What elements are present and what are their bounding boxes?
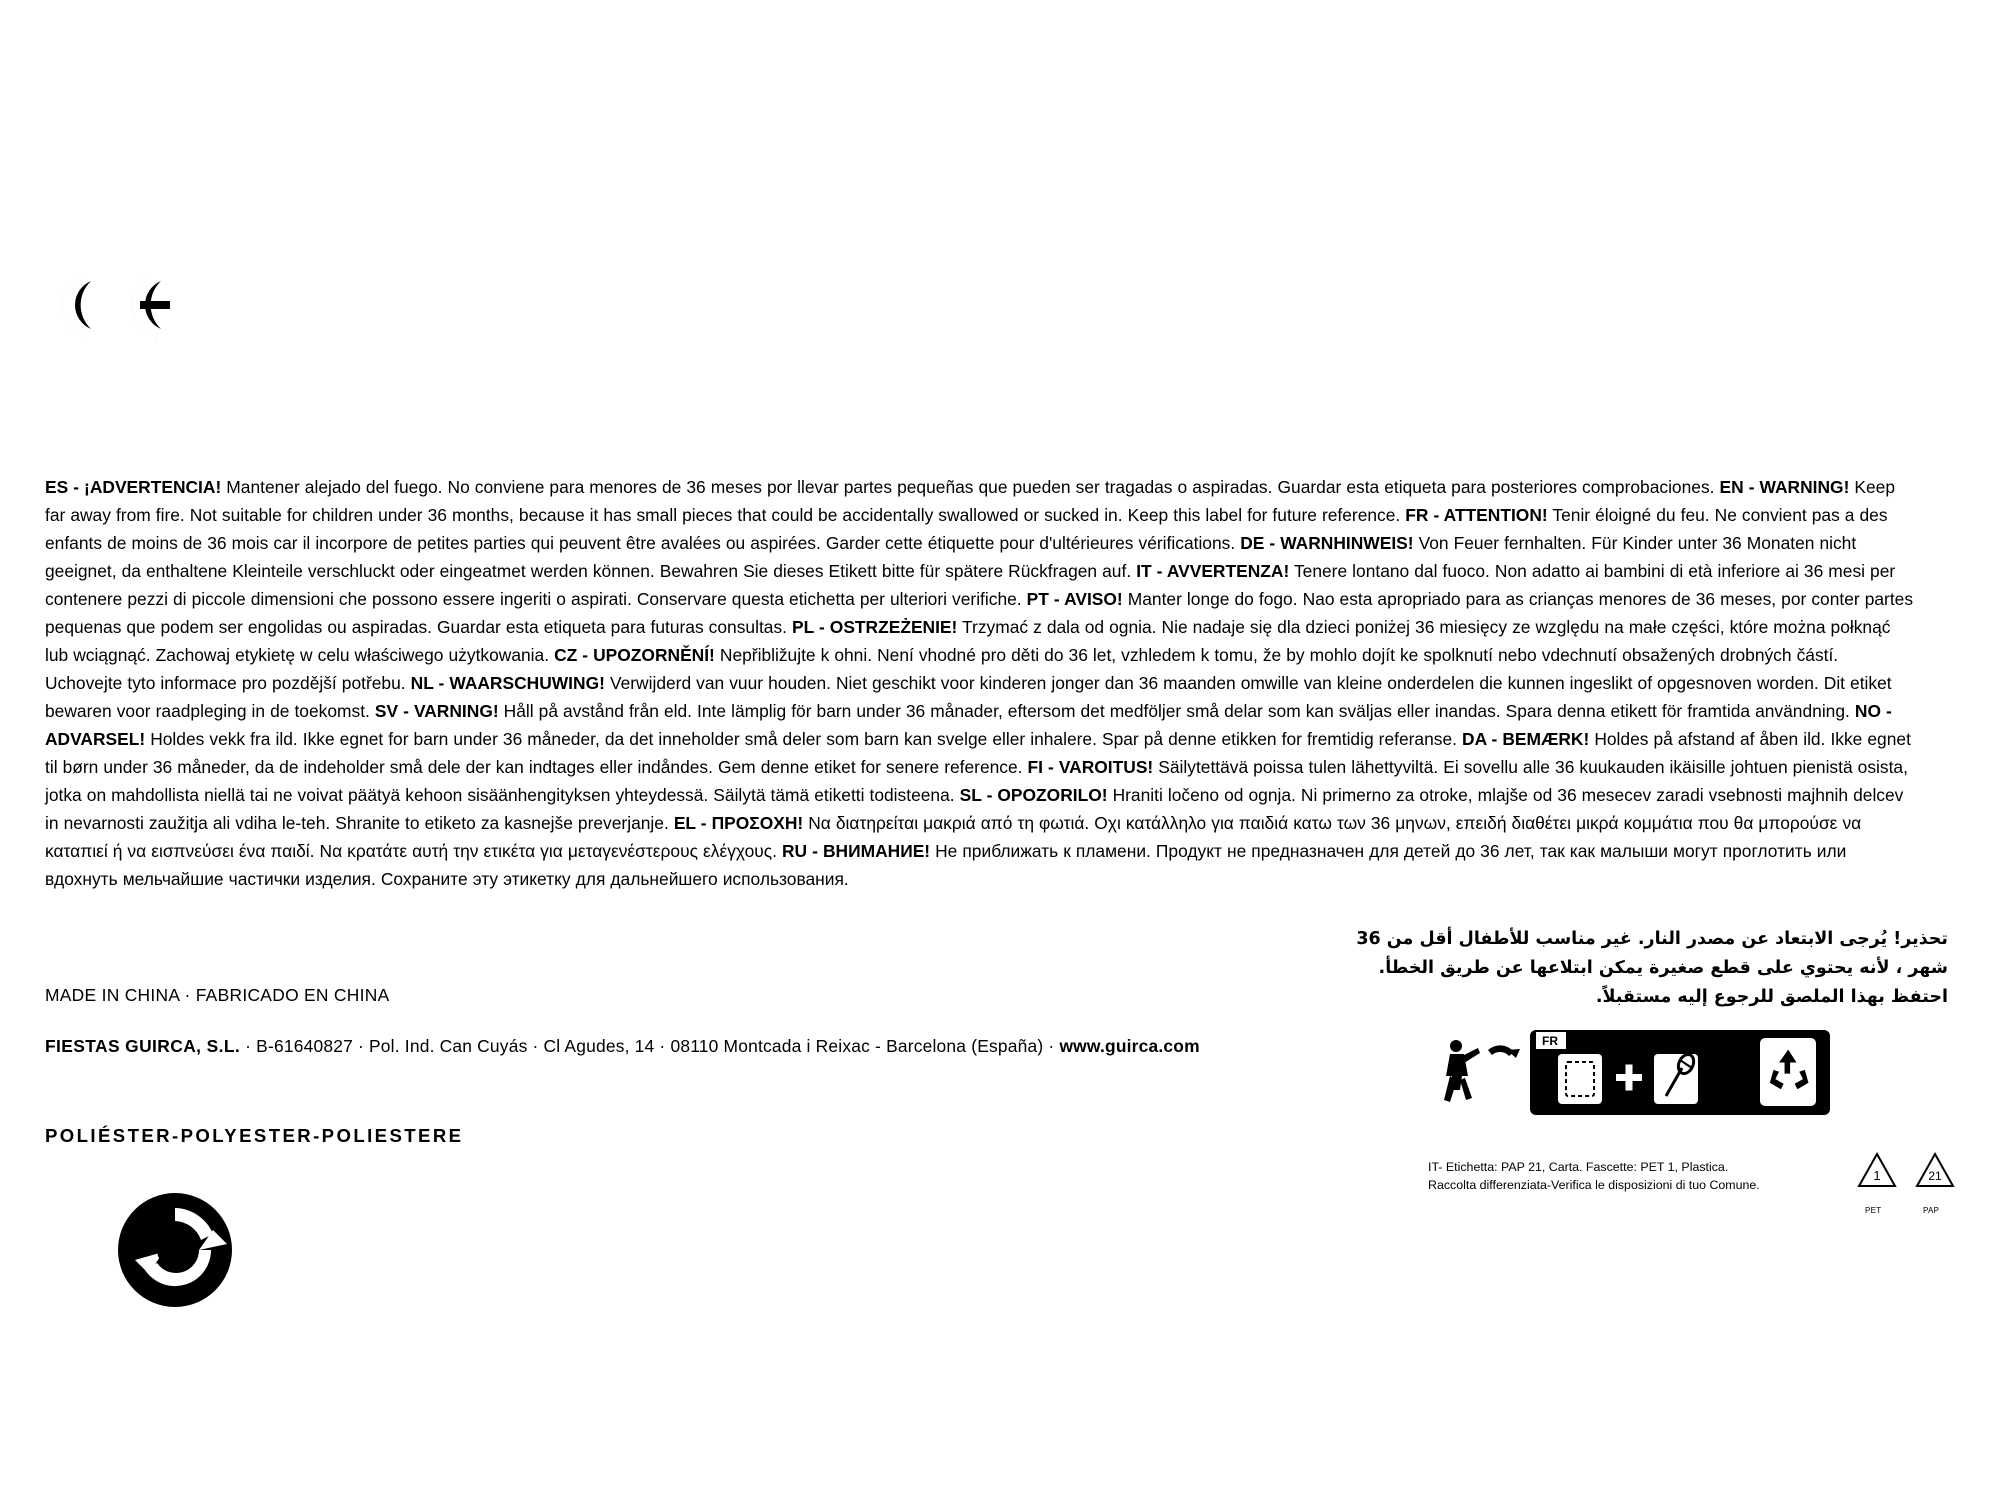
company-website[interactable]: www.guirca.com	[1059, 1036, 1200, 1056]
warning-text-fr: Tenir éloigné du feu. Ne convient pas a des enfants de moins de 36 mois car il incorpore de petites parties qui peuvent être avalées ou aspirées. Garder cette étiquette pour d'ultérieures vérifications.	[45, 505, 1888, 553]
warning-lang-no: NO - ADVARSEL!	[45, 701, 1892, 749]
warning-lang-nl: NL - WAARSCHUWING!	[410, 673, 605, 693]
warning-text-en: Keep far away from fire. Not suitable for children under 36 months, because it has small pieces that could be accidentally swallowed or sucked in. Keep this label for future reference.	[45, 477, 1896, 525]
warning-lang-sl: SL - OPOZORILO!	[959, 785, 1108, 805]
dispose-person-icon	[1444, 1040, 1480, 1102]
material-label: POLIÉSTER-POLYESTER-POLIESTERE	[45, 1125, 464, 1146]
warning-lang-cz: CZ - UPOZORNĚNÍ!	[554, 645, 715, 665]
made-in-text: MADE IN CHINA · FABRICADO EN CHINA	[45, 985, 390, 1005]
multilingual-warning-text	[45, 473, 1915, 893]
warning-text-it: Tenere lontano dal fuoco. Non adatto ai bambini di età inferiore ai 36 mesi per contenere pezzi di piccole dimensioni che possono essere ingeriti o aspirati. Conservare questa etichetta per ulteriori verifiche.	[45, 561, 1896, 609]
it-recycling-note-line1: IT- Etichetta: PAP 21, Carta. Fascette: PET 1, Plastica.	[1428, 1160, 1729, 1174]
warning-text-cz: Nepřibližujte k ohni. Není vhodné pro děti do 36 let, vzhledem k tomu, že by mohlo dojít ke spolknutí nebo vdechnutí obsažených drobných částí. Uchovejte tyto informace pro pozdější potřebu.	[45, 645, 1839, 693]
warning-text-sv: Håll på avstånd från eld. Inte lämplig för barn under 36 månader, eftersom det medföljer små delar som kan sväljas eller inandas. Spara denna etikett för framtida användning.	[498, 701, 1855, 721]
warning-lang-en: EN - WARNING!	[1719, 477, 1850, 497]
warning-text-ru: Не приближать к пламени. Продукт не предназначен для детей до 36 лет, так как малыши могут проглотить или вдохнуть мельчайшие частички изделия. Сохраните эту этикетку для дальнейшего использования.	[45, 841, 1847, 889]
company-info-line	[45, 1036, 1200, 1057]
material-triangle-marks	[1855, 1148, 1975, 1214]
company-name: FIESTAS GUIRCA, S.L.	[45, 1036, 241, 1056]
warning-text-pl: Trzymać z dala od ognia. Nie nadaje się dla dzieci poniżej 36 miesięcy ze względu na małe części, które można połknąć lub wciągnąć. Zachowaj etykietę w celu właściwego użytkowania.	[45, 617, 1891, 665]
warning-lang-fr: FR - ATTENTION!	[1405, 505, 1548, 525]
triangle-label-pap: PAP	[1923, 1206, 1940, 1215]
warning-lang-ru: RU - ВНИМАНИЕ!	[782, 841, 931, 861]
warning-text-sl: Hraniti ločeno od ognja. Ni primerno za otroke, mlajše od 36 mesecev zaradi vsebnosti majhnih delcev in nevarnosti zaužitja ali vdiha le-teh. Shranite to etiketo za kasnejše preverjanje.	[45, 785, 1904, 833]
svg-text:1: 1	[1873, 1168, 1881, 1183]
warning-lang-sv: SV - VARNING!	[374, 701, 499, 721]
warning-lang-it: IT - AVVERTENZA!	[1136, 561, 1290, 581]
company-details: · B-61640827 · Pol. Ind. Can Cuyás · Cl Agudes, 14 · 08110 Montcada i Reixac - Barcelona (España) ·	[240, 1036, 1060, 1056]
warning-text-pt: Manter longe do fogo. Nao esta apropriado para as crianças menores de 36 meses, por conter partes pequenas que podem ser engolidas ou aspiradas. Guardar esta etiqueta para futuras consultas.	[45, 589, 1914, 637]
warning-text-es: Mantener alejado del fuego. No conviene para menores de 36 meses por llevar partes pequeñas que pueden ser tragadas o aspiradas. Guardar esta etiqueta para posteriores comprobaciones.	[221, 477, 1720, 497]
it-recycling-note	[1428, 1158, 1848, 1194]
warning-lang-fi: FI - VAROITUS!	[1027, 757, 1154, 777]
warning-segment-es	[45, 477, 1720, 497]
svg-text:FR: FR	[1542, 1034, 1558, 1048]
warning-segment-sv	[375, 701, 1855, 721]
triangle-label-pet: PET	[1865, 1206, 1882, 1215]
green-dot-icon	[115, 1190, 235, 1310]
warning-lang-es: ES - ¡ADVERTENCIA!	[45, 477, 222, 497]
ce-mark-icon	[44, 265, 184, 345]
recycling-instruction-strip	[1430, 1030, 1830, 1115]
warning-text-no: Holdes vekk fra ild. Ikke egnet for barn under 36 måneder, da det inneholder små deler som barn kan svelge eller inhalere. Spar på denne etikken for fremtidig referanse.	[145, 729, 1463, 749]
warning-lang-de: DE - WARNHINWEIS!	[1240, 533, 1414, 553]
warning-text-da: Holdes på afstand af åben ild. Ikke egnet til børn under 36 måneder, da de indeholder små dele der kan indtages eller indåndes. Gem denne etiket for senere reference.	[45, 729, 1911, 777]
warning-text-nl: Verwijderd van vuur houden. Niet geschikt voor kinderen jonger dan 36 maanden omwille van kleine onderdelen die kunnen ingeslikt of opgesnoven worden. Dit etiket bewaren voor raadpleging in de toekomst.	[45, 673, 1892, 721]
svg-text:21: 21	[1928, 1169, 1942, 1183]
warning-lang-da: DA - BEMÆRK!	[1462, 729, 1590, 749]
arabic-warning-text: تحذير! يُرجى الابتعاد عن مصدر النار. غير مناسب للأطفال أقل من 36 شهر ، لأنه يحتوي على قطع صغيرة يمكن ابتلاعها عن طريق الخطأ. احتفظ بهذا الملصق للرجوع إليه مستقبلاً.	[1356, 929, 1948, 1007]
warning-text-de: Von Feuer fernhalten. Für Kinder unter 36 Monaten nicht geeignet, da enthaltene Kleinteile verschluckt oder eingeatmet werden können. Bewahren Sie dieses Etikett bitte für spätere Rückfragen auf.	[45, 533, 1857, 581]
warning-lang-pl: PL - OSTRZEŻENIE!	[792, 617, 958, 637]
warning-text-el: Να διατηρείται μακριά από τη φωτιά. Οχι κατάλληλο για παιδιά κατω των 36 μηνων, επειδή διαθέτει μικρά κομμάτια που θα μπορούσε να καταπιεί ή να εισπνεύσει ένα παιδί. Να κρατάτε αυτή την ετικέτα για μεταγενέστερους ελέγχους.	[45, 813, 1862, 861]
warning-text-fi: Säilytettävä poissa tulen lähettyviltä. Ei sovellu alle 36 kuukauden ikäisille johtuen pienistä osista, jotka on mahdollista niellä tai ne voivat päätyä kehoon sisäänhengityksen yhteydessä. Säilytä tämä etiketti todisteena.	[45, 757, 1908, 805]
warning-lang-el: EL - ΠΡΟΣΟΧΗ!	[673, 813, 804, 833]
it-recycling-note-line2: Raccolta differenziata-Verifica le disposizioni di tuo Comune.	[1428, 1178, 1760, 1192]
warning-lang-pt: PT - AVISO!	[1026, 589, 1123, 609]
